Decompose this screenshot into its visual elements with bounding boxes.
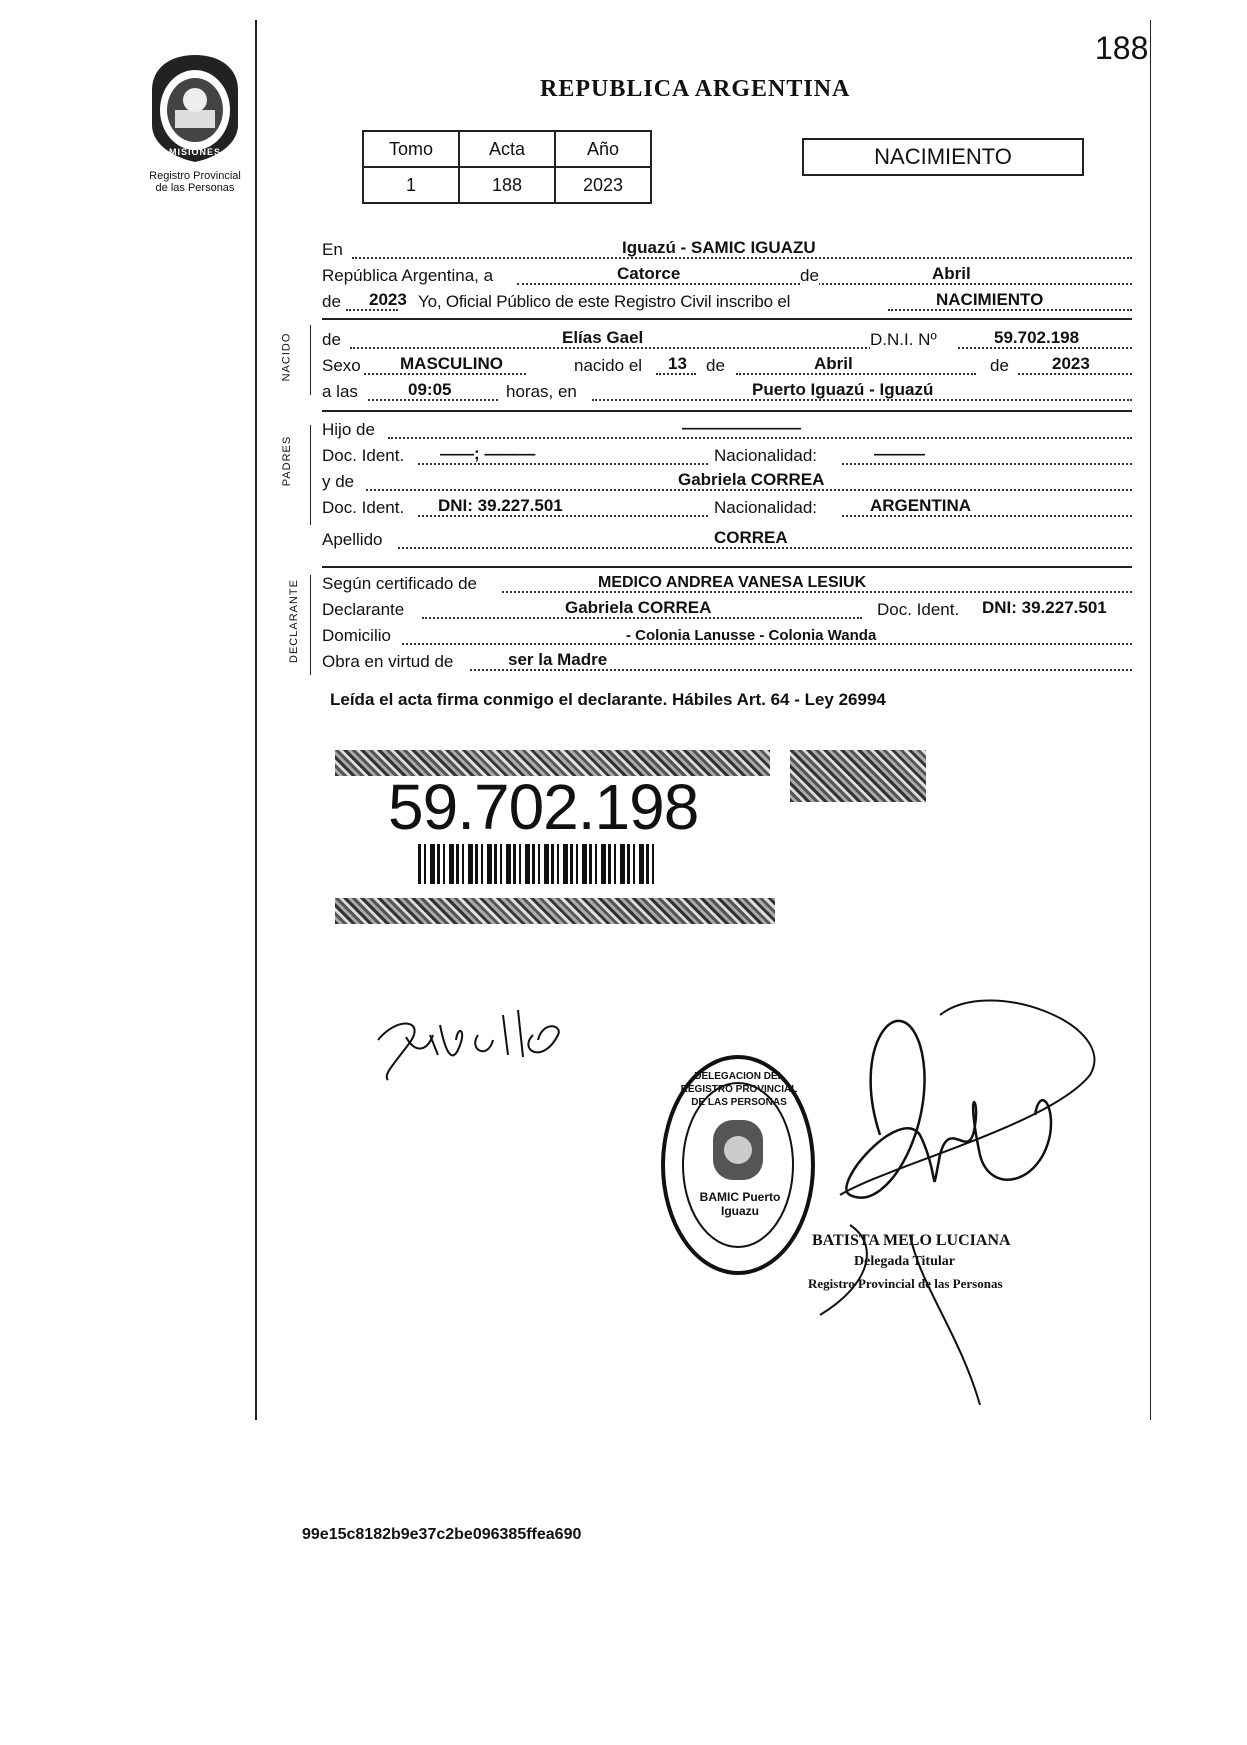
- nac-day: 13: [668, 354, 687, 373]
- nac2-label: Nacionalidad:: [714, 498, 818, 517]
- domicilio-value: - Colonia Lanusse - Colonia Wanda: [626, 627, 877, 644]
- doc1-label: Doc. Ident.: [322, 446, 405, 465]
- doc2-label: Doc. Ident.: [322, 498, 405, 517]
- tipo-value: NACIMIENTO: [936, 290, 1044, 309]
- nac-year: 2023: [1052, 354, 1090, 373]
- acta-value-acta: 188: [459, 167, 555, 203]
- row-hora: [322, 378, 1132, 404]
- row-en: [322, 236, 1132, 262]
- hijo-label: Hijo de: [322, 420, 375, 439]
- dni-sticker-number: 59.702.198: [388, 771, 699, 843]
- nombre-value: Elías Gael: [562, 328, 644, 347]
- sticker-seal: [790, 750, 926, 802]
- separator-3: [322, 566, 1132, 568]
- doc1-value: ——; ———: [440, 444, 536, 463]
- de2-label: de: [322, 292, 341, 311]
- nac-month: Abril: [814, 354, 853, 373]
- yde-label: y de: [322, 472, 355, 491]
- obra-label: Obra en virtud de: [322, 652, 454, 671]
- padres-bracket: [310, 425, 311, 525]
- cert-value: MEDICO ANDREA VANESA LESIUK: [598, 574, 867, 591]
- acta-header-tomo: Tomo: [363, 131, 459, 167]
- barcode: [418, 844, 658, 884]
- declarante-value: Gabriela CORREA: [565, 598, 712, 617]
- separator-2: [322, 410, 1132, 412]
- en-value: Iguazú - SAMIC IGUAZU: [622, 238, 816, 257]
- acta-header-acta: Acta: [459, 131, 555, 167]
- dni-value: 59.702.198: [994, 328, 1080, 347]
- de4-label: de: [706, 356, 725, 375]
- declarant-signature-icon: [368, 995, 618, 1090]
- horas-label: horas, en: [506, 382, 577, 401]
- sticker-band-bottom: [335, 898, 775, 924]
- official-signature-icon: [790, 985, 1120, 1405]
- record-type-box: NACIMIENTO: [802, 138, 1084, 176]
- nac1-label: Nacionalidad:: [714, 446, 818, 465]
- closing-text: Leída el acta firma conmigo el declarante. Hábiles Art. 64 - Ley 26994: [330, 690, 886, 709]
- row-year: [322, 288, 1132, 314]
- alas-label: a las: [322, 382, 358, 401]
- declarante-label: Declarante: [322, 600, 405, 619]
- hijo-value: ———————: [682, 418, 801, 437]
- en-label: En: [322, 240, 343, 259]
- dni-label: D.N.I. Nº: [870, 330, 937, 349]
- stamp-inner-text: BAMIC Puerto Iguazu: [699, 1190, 781, 1218]
- separator-1: [322, 318, 1132, 320]
- row-certificado: [322, 570, 1132, 596]
- logo-text: MISIONES: [168, 147, 221, 157]
- month-value: Abril: [932, 264, 971, 283]
- apellido-value: CORREA: [714, 528, 788, 547]
- doc3-label: Doc. Ident.: [877, 600, 960, 619]
- de-label: de: [800, 266, 819, 285]
- day-value: Catorce: [617, 264, 681, 283]
- sexo-label: Sexo: [322, 356, 361, 375]
- de5-label: de: [990, 356, 1009, 375]
- acta-value-tomo: 1: [363, 167, 459, 203]
- acta-header-anio: Año: [555, 131, 651, 167]
- signatory-office: Registro Provincial de las Personas: [808, 1276, 1003, 1291]
- left-margin-line: [255, 20, 257, 1420]
- row-sexo: [322, 352, 1132, 378]
- registry-logo: [140, 50, 250, 194]
- acta-value-anio: 2023: [555, 167, 651, 203]
- side-label-padres: PADRES: [281, 435, 294, 487]
- right-margin-line: [1150, 20, 1151, 1420]
- document-hash: 99e15c8182b9e37c2be096385ffea690: [302, 1526, 582, 1543]
- row-republica: [322, 262, 1132, 288]
- row-hijo: [322, 416, 1132, 442]
- madre-value: Gabriela CORREA: [678, 470, 825, 489]
- logo-caption-line1: Registro Provincial: [149, 170, 241, 182]
- page-title: REPUBLICA ARGENTINA: [540, 76, 851, 102]
- side-label-nacido: NACIDO: [280, 332, 293, 382]
- signatory-name: BATISTA MELO LUCIANA: [812, 1232, 1011, 1249]
- nacido-bracket: [310, 325, 311, 395]
- hora-value: 09:05: [408, 380, 452, 399]
- row-obra: [322, 648, 1132, 674]
- apellido-label: Apellido: [322, 530, 383, 549]
- acta-table: [362, 130, 652, 204]
- row-madre: [322, 468, 1132, 494]
- stamp-outer-text: DELEGACION DEL REGISTRO PROVINCIAL DE LAS PERSONAS: [680, 1071, 798, 1108]
- de3-label: de: [322, 330, 341, 349]
- side-label-declarante: DECLARANTE: [287, 579, 300, 663]
- signatory-role: Delegada Titular: [854, 1254, 955, 1269]
- doc2-value: DNI: 39.227.501: [438, 496, 563, 515]
- nac2-value: ARGENTINA: [870, 496, 972, 515]
- lugar-value: Puerto Iguazú - Iguazú: [752, 380, 934, 399]
- row-apellido: [322, 526, 1132, 552]
- republica-label: República Argentina, a: [322, 266, 494, 285]
- nacido-label: nacido el: [574, 356, 643, 375]
- nac1-value: ———: [874, 444, 925, 463]
- doc3-value: DNI: 39.227.501: [982, 598, 1107, 617]
- declarante-bracket: [310, 575, 311, 675]
- logo-caption-line2: de las Personas: [155, 182, 235, 194]
- row-nombre: [322, 326, 1132, 352]
- row-doc2: [322, 494, 1132, 520]
- domicilio-label: Domicilio: [322, 626, 391, 645]
- cert-label: Según certificado de: [322, 574, 477, 593]
- row-domicilio: [322, 622, 1132, 648]
- page-number: 188: [1095, 30, 1149, 66]
- obra-value: ser la Madre: [508, 650, 608, 669]
- row-doc1: [322, 442, 1132, 468]
- oficial-text: Yo, Oficial Público de este Registro Civil inscribo el: [418, 292, 791, 311]
- year-value: 2023: [369, 290, 407, 309]
- sexo-value: MASCULINO: [400, 354, 503, 373]
- row-declarante: [322, 596, 1132, 622]
